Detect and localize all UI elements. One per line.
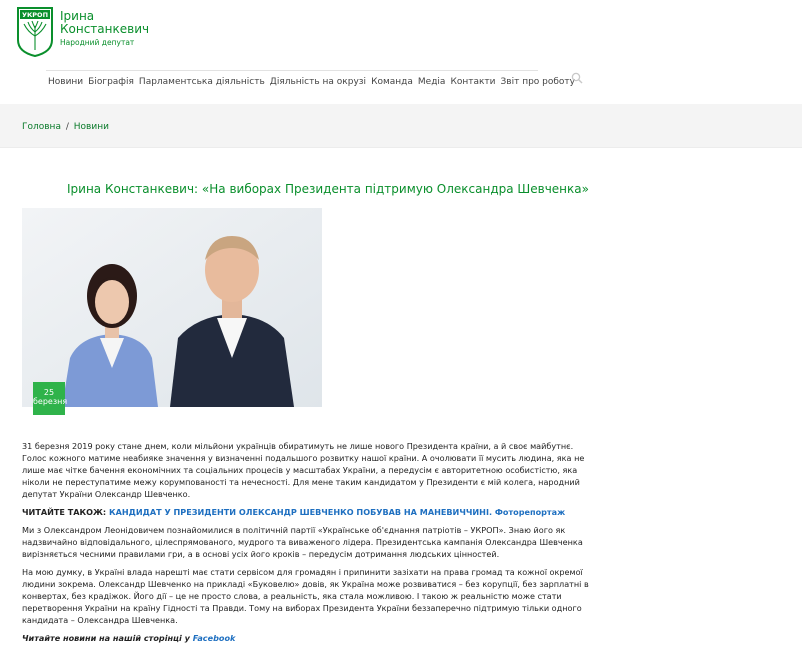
nav-item-team[interactable]: Команда bbox=[371, 77, 413, 87]
ukrop-logo[interactable] bbox=[16, 6, 54, 58]
read-also-label: ЧИТАЙТЕ ТАКОЖ: bbox=[22, 507, 107, 517]
nav-item-report[interactable]: Звіт про роботу bbox=[500, 77, 576, 87]
date-month: березня bbox=[33, 397, 68, 406]
nav-item-parliament[interactable]: Парламентська діяльність bbox=[138, 77, 265, 87]
main-nav bbox=[48, 77, 575, 87]
article-photo[interactable] bbox=[22, 208, 322, 407]
deputy-last-name: Констанкевич bbox=[60, 22, 150, 36]
search-icon[interactable] bbox=[571, 72, 583, 84]
site-header bbox=[0, 0, 802, 104]
breadcrumb-separator: / bbox=[65, 122, 69, 132]
nav-item-media[interactable]: Медіа bbox=[417, 77, 446, 87]
facebook-text: Читайте новини на нашій сторінці у bbox=[22, 633, 190, 643]
logo-text: УКРОП bbox=[21, 11, 49, 19]
read-also bbox=[22, 506, 594, 518]
breadcrumb-current[interactable]: Новини bbox=[73, 122, 109, 132]
facebook-link[interactable]: Facebook bbox=[192, 633, 236, 643]
article-paragraph: На мою думку, в Україні влада нарешті має стати сервісом для громадян і припинити зазіхати на права громад та кожної окремої людини зокрема. Олександр Шевченко на прикладі «Буковелю» довів, як Україна може розвиватися – без корупції, без зарплатні в конвертах, без крадіжок. Його дії – це не просто слова, а реальність, яка стала можливою. І такою ж реальністю може стати перетворення України на країну Гідності та Правди. Тому на виборах Президента України беззаперечно підтримую тільки одного кандидата – Олександра Шевченка. bbox=[22, 567, 589, 625]
article-body bbox=[22, 440, 594, 650]
facebook-line bbox=[22, 632, 594, 644]
date-badge bbox=[33, 382, 68, 415]
article-paragraph: 31 березня 2019 року стане днем, коли мільйони українців обиратимуть не лише нового Президента країни, а й своє майбутнє. Голос кожного матиме неабияке значення у визначенні подальшого розвитку нашої країни. А очолювати її мусить людина, яка не лише має чітке бачення економічних та соціальних процесів у масштабах України, а передусім є авторитетною особистістю, яка ніколи не переступатиме межу корумпованості та нечесності. Для мене таким кандидатом у Президенти є мій колега, народний депутат України Олександр Шевченко. bbox=[22, 441, 585, 499]
article-title: Ірина Констанкевич: «На виборах Президента підтримую Олександра Шевченка» bbox=[67, 182, 589, 196]
deputy-first-name: Ірина bbox=[60, 9, 95, 23]
nav-divider bbox=[46, 70, 538, 71]
deputy-name[interactable] bbox=[60, 10, 149, 36]
breadcrumb-bar bbox=[0, 104, 802, 148]
date-day: 25 bbox=[43, 388, 55, 397]
breadcrumb bbox=[22, 122, 109, 132]
nav-item-news[interactable]: Новини bbox=[48, 77, 84, 87]
nav-item-contacts[interactable]: Контакти bbox=[450, 77, 496, 87]
nav-item-biography[interactable]: Біографія bbox=[88, 77, 134, 87]
deputy-title: Народний депутат bbox=[60, 38, 135, 47]
read-also-link[interactable]: КАНДИДАТ У ПРЕЗИДЕНТИ ОЛЕКСАНДР ШЕВЧЕНКО ПОБУВАВ НА МАНЕВИЧЧИНІ. Фоторепортаж bbox=[109, 507, 566, 517]
nav-item-district[interactable]: Діяльність на окрузі bbox=[269, 77, 367, 87]
breadcrumb-home[interactable]: Головна bbox=[22, 122, 61, 132]
article-paragraph: Ми з Олександром Леонідовичем познайомилися в політичній партії «Українське об'єднання патріотів – УКРОП». Знаю його як надзвичайно відповідального, цілеспрямованого, мудрого та виваженого лідера. Президентська кампанія Олександра Шевченка вирізняється чесними правилами гри, а в основі усіх його кроків – передусім дотримання людських цінностей. bbox=[22, 525, 583, 559]
